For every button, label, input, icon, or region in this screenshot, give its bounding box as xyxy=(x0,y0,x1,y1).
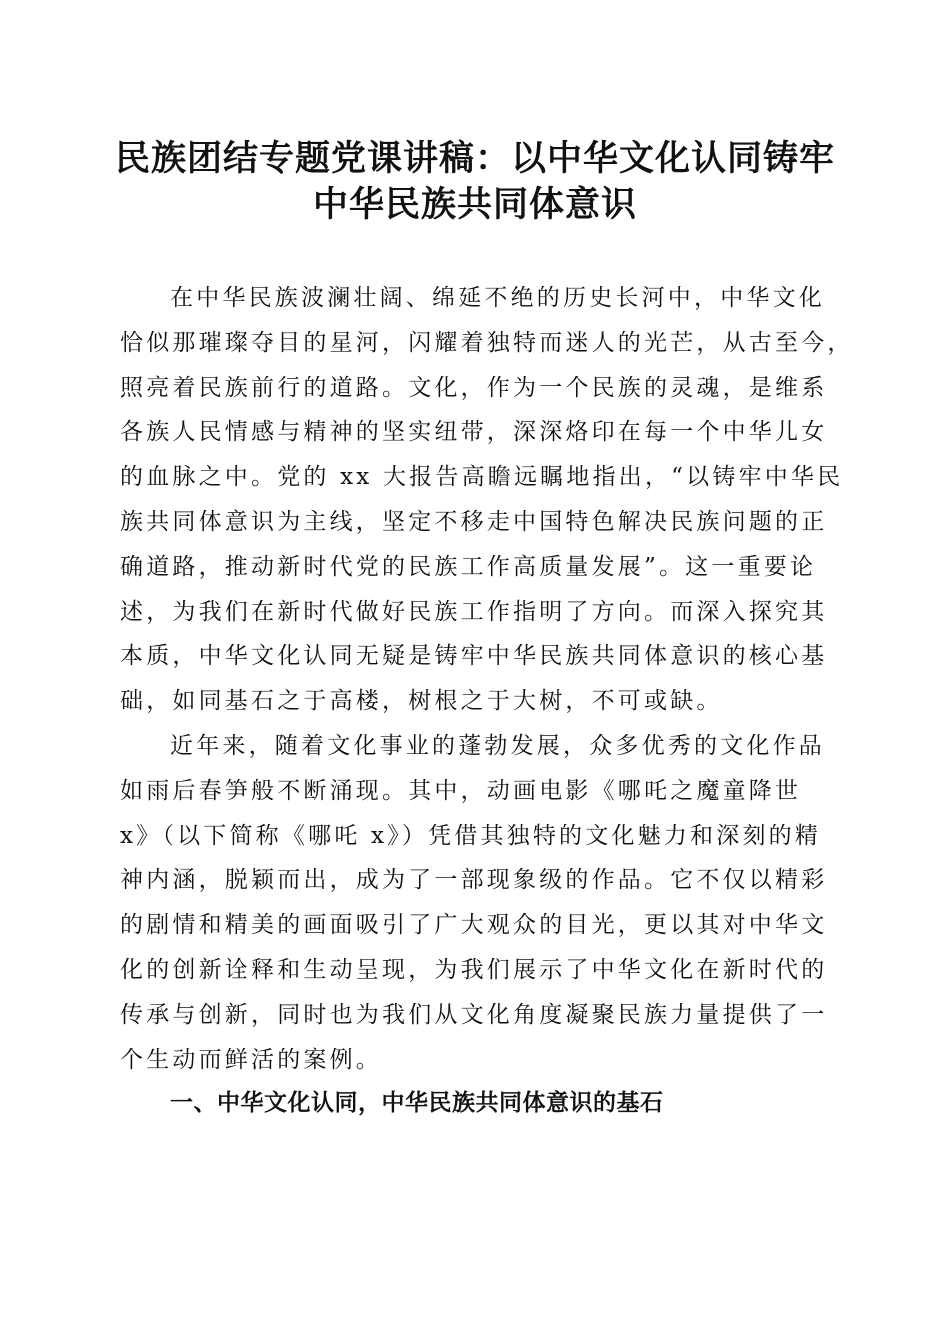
paragraph-line: 各族人民情感与精神的坚实纽带，深深烙印在每一个中华儿女 xyxy=(120,419,828,446)
paragraph-2 xyxy=(120,724,830,1082)
paragraph-line: 的剧情和精美的画面吸引了广大观众的目光，更以其对中华文 xyxy=(120,912,828,939)
section-heading-1: 一、中华文化认同，中华民族共同体意识的基石 xyxy=(170,1090,664,1116)
paragraph-line: 如雨后春笋般不断涌现。其中，动画电影《哪吒之魔童降世 xyxy=(120,777,802,804)
paragraph-line: 化的创新诠释和生动呈现，为我们展示了中华文化在新时代的 xyxy=(120,956,828,983)
paragraph-line: 近年来，随着文化事业的蓬勃发展，众多优秀的文化作品 xyxy=(170,733,825,759)
paragraph-line: 的血脉之中。党的 xx 大报告高瞻远瞩地指出，“以铸牢中华民 xyxy=(120,464,844,491)
paragraph-line: 确道路，推动新时代党的民族工作高质量发展”。这一重要论 xyxy=(120,553,817,580)
paragraph-line: 述，为我们在新时代做好民族工作指明了方向。而深入探究其 xyxy=(120,598,828,625)
document-title-line-1: 民族团结专题党课讲稿：以中华文化认同铸牢 xyxy=(114,138,835,179)
paragraph-line: 本质，中华文化认同无疑是铸牢中华民族共同体意识的核心基 xyxy=(120,643,828,670)
paragraph-line: 础，如同基石之于高楼，树根之于大树，不可或缺。 xyxy=(120,688,723,715)
paragraph-line: 传承与创新，同时也为我们从文化角度凝聚民族力量提供了一 xyxy=(120,1001,828,1028)
paragraph-line: 恰似那璀璨夺目的星河，闪耀着独特而迷人的光芒，从古至今， xyxy=(120,329,854,356)
paragraph-line: 个生动而鲜活的案例。 xyxy=(120,1046,382,1073)
paragraph-line: x》（以下简称《哪吒 x》）凭借其独特的文化魅力和深刻的精 xyxy=(120,822,822,849)
paragraph-line: 照亮着民族前行的道路。文化，作为一个民族的灵魂，是维系 xyxy=(120,374,828,401)
paragraph-line: 神内涵，脱颖而出，成为了一部现象级的作品。它不仅以精彩 xyxy=(120,867,828,894)
paragraph-1 xyxy=(120,276,854,724)
document-title-line-2: 中华民族共同体意识 xyxy=(312,184,637,225)
paragraph-line: 族共同体意识为主线，坚定不移走中国特色解决民族问题的正 xyxy=(120,508,828,535)
paragraph-line: 在中华民族波澜壮阔、绵延不绝的历史长河中，中华文化 xyxy=(170,285,825,311)
